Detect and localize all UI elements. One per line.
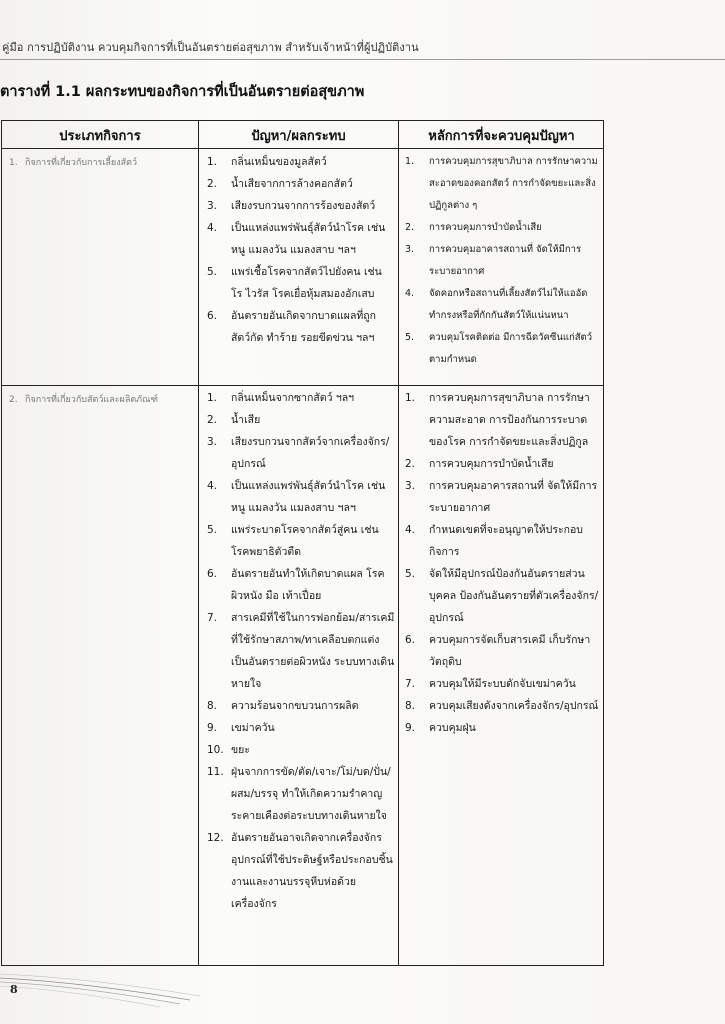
row1-category (9, 155, 194, 169)
list-item: 2. น้ำเสียจากการล้างคอกสัตว์ (207, 178, 353, 190)
list-item: 3. เสียงรบกวนจากสัตว์จากเครื่องจักร/อุปกรณ์ (207, 436, 390, 470)
header-rule-line (2, 148, 603, 149)
list-item: 3. การควบคุมอาคารสถานที่ จัดให้มีการระบายอากาศ (405, 244, 582, 277)
list-item: 7. สารเคมีที่ใช้ในการฟอกย้อม/สารเคมีที่ใช้รักษาสภาพ/ทาเคลือบตกแต่งเป็นอันตรายต่อผิวหนัง ระบบทางเดินหายใจ (207, 612, 395, 690)
row1-controls-list (405, 151, 600, 371)
list-item: 9. ควบคุมฝุ่น (405, 722, 476, 734)
list-item: 10. ขยะ (207, 744, 250, 756)
list-item: 4. เป็นแหล่งแพร่พันธุ์สัตว์นำโรค เช่น หนู แมลงวัน แมลงสาบ ฯลฯ (207, 222, 386, 256)
list-item: 4. เป็นแหล่งแพร่พันธุ์สัตว์นำโรค เช่น หนู แมลงวัน แมลงสาบ ฯลฯ (207, 480, 386, 514)
list-item: 9. เขม่าควัน (207, 722, 275, 734)
list-item: 5. แพร่ระบาดโรคจากสัตว์สู่คน เช่น โรคพยาธิตัวตืด (207, 524, 379, 558)
list-item: 11. ฝุ่นจากการขัด/ตัด/เจาะ/โม่/บด/ปั่น/ผสม/บรรจุ ทำให้เกิดความรำคาญระคายเคืองต่อระบบทางเดินหายใจ (207, 766, 391, 822)
row1-number: 1. (9, 158, 18, 168)
row2-category (9, 392, 194, 406)
list-item: 5. จัดให้มีอุปกรณ์ป้องกันอันตรายส่วนบุคคล ป้องกันอันตรายที่ตัวเครื่องจักร/อุปกรณ์ (405, 568, 599, 624)
list-item: 7. ควบคุมให้มีระบบดักจับเขม่าควัน (405, 678, 576, 690)
running-header: คู่มือ การปฏิบัติงาน ควบคุมกิจการที่เป็นอันตรายต่อสุขภาพ สำหรับเจ้าหน้าที่ผู้ปฏิบัติงาน (2, 41, 419, 54)
list-item: 8. ความร้อนจากขบวนการผลิต (207, 700, 359, 712)
header-business-type: ประเภทกิจการ (59, 129, 141, 144)
footer-swoosh-decoration (0, 960, 200, 1010)
column-divider (198, 121, 199, 965)
list-item: 3. การควบคุมอาคารสถานที่ จัดให้มีการระบายอากาศ (405, 480, 598, 514)
list-item: 8. ควบคุมเสียงดังจากเครื่องจักร/อุปกรณ์ (405, 700, 599, 712)
row2-controls-list (405, 387, 601, 739)
list-item: 6. ควบคุมการจัดเก็บสารเคมี เก็บรักษาวัตถุดิบ (405, 634, 591, 668)
column-divider (398, 121, 399, 965)
row2-category-text: กิจการที่เกี่ยวกับสัตว์และผลิตภัณฑ์ (25, 395, 158, 405)
list-item: 1. การควบคุมการสุขาภิบาล การรักษาความสะอาดของคอกสัตว์ การกำจัดขยะและสิ่งปฏิกูลต่าง ๆ (405, 156, 598, 211)
list-item: 12. อันตรายอันอาจเกิดจากเครื่องจักรอุปกรณ์ที่ใช้ประดิษฐ์หรือประกอบชิ้นงานและงานบรรจุหีบห่อด้วยเครื่องจักร (207, 832, 393, 910)
list-item: 2. น้ำเสีย (207, 414, 261, 426)
row2-problems-list (207, 387, 395, 915)
table-title: ตารางที่ 1.1 ผลกระทบของกิจการที่เป็นอันตรายต่อสุขภาพ (0, 84, 365, 100)
header-controls: หลักการที่จะควบคุมปัญหา (428, 129, 575, 144)
list-item: 5. ควบคุมโรคติดต่อ มีการฉีดวัคซีนแก่สัตว์ตามกำหนด (405, 332, 593, 365)
list-item: 4. กำหนดเขตที่จะอนุญาตให้ประกอบกิจการ (405, 524, 583, 558)
list-item: 1. กลิ่นเหม็นจากซากสัตว์ ฯลฯ (207, 392, 355, 404)
list-item: 2. การควบคุมการบำบัดน้ำเสีย (405, 458, 554, 470)
row1-problems-list (207, 151, 393, 349)
list-item: 1. การควบคุมการสุขาภิบาล การรักษาความสะอาด การป้องกันการระบาดของโรค การกำจัดขยะและสิ่งปฏิกูล (405, 392, 590, 448)
list-item: 6. อันตรายอันทำให้เกิดบาดแผล โรคผิวหนัง มือ เท้าเปื่อย (207, 568, 385, 602)
list-item: 3. เสียงรบกวนจากการร้องของสัตว์ (207, 200, 376, 212)
row1-category-text: กิจการที่เกี่ยวกับการเลี้ยงสัตว์ (25, 158, 137, 168)
page-number: 8 (10, 983, 18, 996)
row2-number: 2. (9, 395, 18, 405)
list-item: 4. จัดคอกหรือสถานที่เลี้ยงสัตว์ไม่ให้แออัด ทำกรงหรือที่กักกันสัตว์ให้แน่นหนา (405, 288, 588, 321)
header-problems: ปัญหา/ผลกระทบ (251, 129, 346, 144)
header-rule (0, 59, 725, 60)
hazard-table (1, 120, 604, 966)
list-item: 1. กลิ่นเหม็นของมูลสัตว์ (207, 156, 327, 168)
list-item: 6. อันตรายอันเกิดจากบาดแผลที่ถูกสัตว์กัด ทำร้าย รอยขีดข่วน ฯลฯ (207, 310, 377, 344)
list-item: 5. แพร่เชื้อโรคจากสัตว์ไปยังคน เช่น โร ไวรัส โรคเยื่อหุ้มสมองอักเสบ (207, 266, 382, 300)
list-item: 2. การควบคุมการบำบัดน้ำเสีย (405, 222, 542, 233)
